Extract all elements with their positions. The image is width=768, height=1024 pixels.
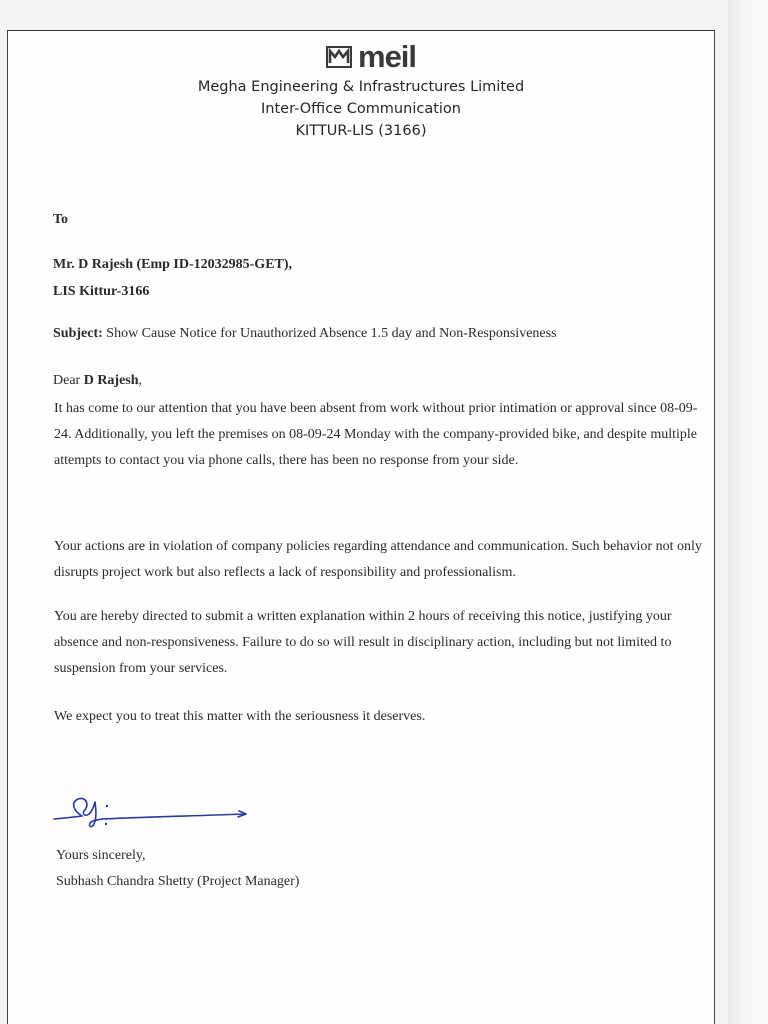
subject-label: Subject: [53, 326, 103, 341]
logo-wordmark: meil [358, 39, 417, 74]
subject-text: Show Cause Notice for Unauthorized Absence 1.5 day and Non-Responsiveness [106, 326, 557, 341]
signatory: Subhash Chandra Shetty (Project Manager) [56, 874, 300, 889]
recipient-location: LIS Kittur-3166 [53, 284, 150, 299]
greeting-prefix: Dear [53, 373, 81, 388]
company-name: Megha Engineering & Infrastructures Limited [197, 79, 525, 95]
adjacent-page-edge [728, 0, 768, 1024]
letter-page [7, 30, 715, 1024]
body-paragraph-4: We expect you to treat this matter with the seriousness it deserves. [54, 709, 426, 724]
greeting [53, 372, 142, 390]
document-type: Inter-Office Communication [261, 101, 461, 117]
body-paragraph-3: You are hereby directed to submit a written explanation within 2 hours of receiving this notice, justifying your absence and non-responsiveness. Failure to do so will result in disciplinary action, including but not limited to suspension from your services. [54, 609, 672, 676]
valediction: Yours sincerely, [56, 848, 146, 863]
handwritten-signature [52, 793, 248, 833]
body-paragraph-2: Your actions are in violation of company policies regarding attendance and communication. Such behavior not only disrupts project work but also reflects a lack of responsibility and professionalism. [54, 539, 702, 580]
body-paragraph-1: It has come to our attention that you have been absent from work without prior intimation or approval since 08-09-24. Additionally, you left the premises on 08-09-24 Monday with the company-provided bike, and despite multiple attempts to contact you via phone calls, there has been no response from your side. [54, 401, 698, 468]
greeting-name: D Rajesh [83, 373, 139, 388]
subject-line [53, 325, 557, 343]
recipient-name: Mr. D Rajesh (Emp ID-12032985-GET), [53, 257, 293, 272]
greeting-comma: , [138, 373, 143, 388]
meil-logo-icon [326, 46, 352, 68]
company-logo [326, 39, 417, 74]
to-label: To [53, 212, 69, 227]
site-code: KITTUR-LIS (3166) [295, 123, 427, 139]
